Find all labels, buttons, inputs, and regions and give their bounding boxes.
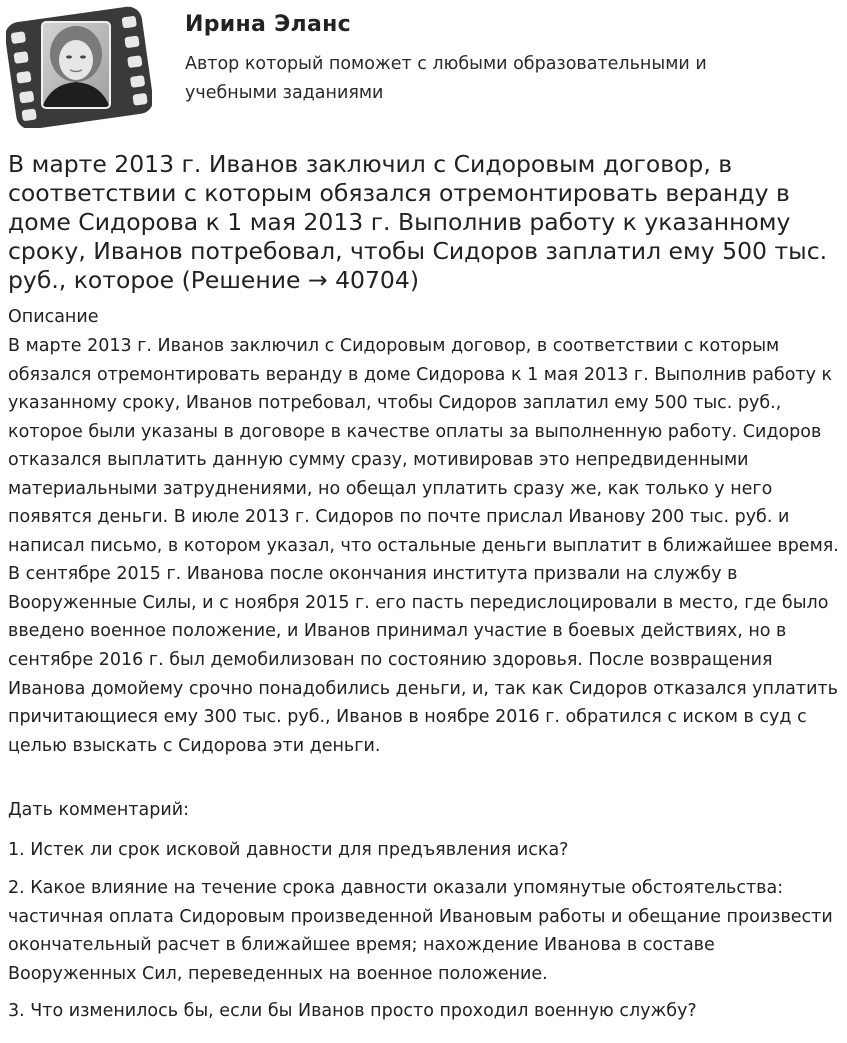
- question-3: 3. Что изменилось бы, если бы Иванов просто проходил военную службу?: [8, 1001, 697, 1021]
- description-body: В марте 2013 г. Иванов заключил с Сидоровым договор, в соответствии с которым обязался отремонтировать веранду в доме Сидорова к 1 мая 2013 г. Выполнив работу к указанному сроку, Иванов потребовал, чтобы Сидоров заплатил ему 500 тыс. руб., которое были указаны в договоре в качестве оплаты за выполненную работу. Сидоров отказался выплатить данную сумму сразу, мотивировав это непредвиденными материальными затруднениями, но обещал уплатить сразу же, как только у него появятся деньги. В июле 2013 г. Сидоров по почте прислал Иванову 200 тыс. руб. и написал письмо, в котором указал, что остальные деньги выплатит в ближайшее время. В сентябре 2015 г. Иванова после окончания института призвали на службу в Вооруженные Силы, и с ноября 2015 г. его пасть передислоцировали в место, где было введено военное положение, и Иванов принимал участие в боевых действиях, но в сентябре 2016 г. был демобилизован по состоянию здоровья. После возвращения Иванова домойему срочно понадобились деньги, и, так как Сидоров отказался уплатить причитающиеся ему 300 тыс. руб., Иванов в ноябре 2016 г. обратился с иском в суд с целью взыскать с Сидорова эти деньги.: [8, 336, 839, 756]
- author-card: [0, 0, 847, 130]
- question-2: 2. Какое влияние на течение срока давности оказали упомянутые обстоятельства: частичная оплата Сидоровым произведенной Ивановым работы и обещание произвести окончательный расчет в ближайшее время; нахождение Иванова в составе Вооруженных Сил, переведенных на военное положение.: [8, 878, 833, 984]
- author-avatar[interactable]: [6, 6, 152, 128]
- description-label: Описание: [8, 307, 99, 327]
- task-title: В марте 2013 г. Иванов заключил с Сидоровым договор, в соответствии с которым обязался отремонтировать веранду в доме Сидорова к 1 мая 2013 г. Выполнив работу к указанному сроку, Иванов потребовал, чтобы Сидоров заплатил ему 500 тыс. руб., которое (Решение → 40704): [8, 150, 828, 294]
- author-name[interactable]: Ирина Эланс: [185, 12, 351, 37]
- comment-prompt: Дать комментарий:: [8, 800, 190, 820]
- author-description: Автор который поможет с любыми образовательными и учебными заданиями: [185, 54, 707, 103]
- avatar-photo-film-frame-icon: [6, 6, 152, 128]
- question-1: 1. Истек ли срок исковой давности для предъявления иска?: [8, 840, 569, 860]
